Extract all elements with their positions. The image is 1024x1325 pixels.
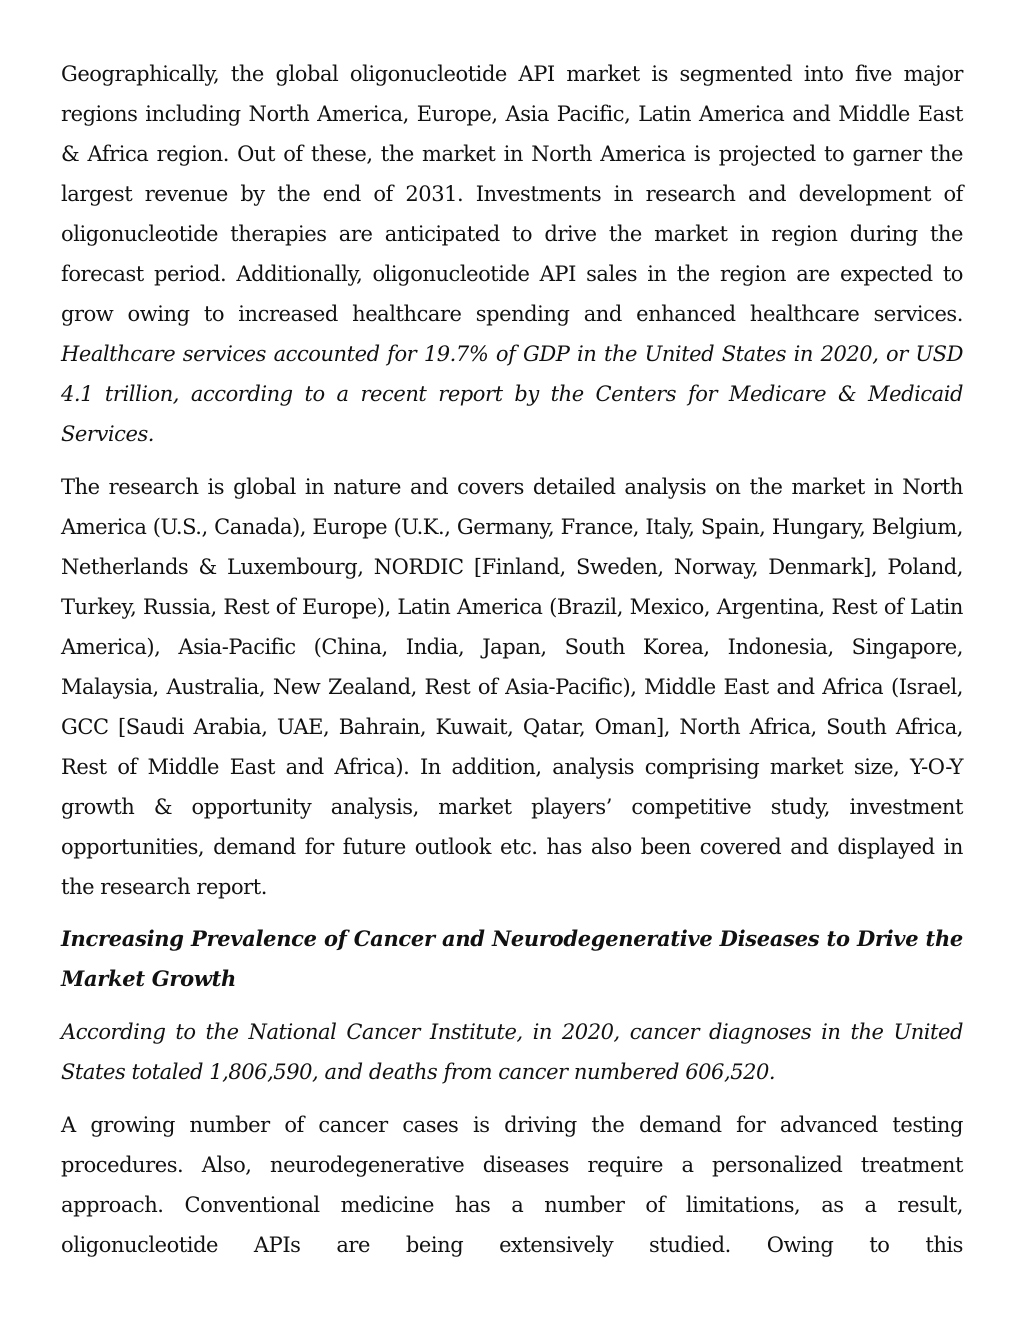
- cancer-statistics-quote: According to the National Cancer Institute, in 2020, cancer diagnoses in the United States totaled 1,806,590, and deaths from cancer numbered 606,520.: [61, 1020, 963, 1084]
- paragraph-regional-overview: [61, 54, 963, 454]
- healthcare-gdp-statement: Healthcare services accounted for 19.7% of GDP in the United States in 2020, or USD 4.1 trillion, according to a recent report by the Centers for Medicare & Medicaid Services.: [61, 342, 963, 446]
- paragraph-research-scope: The research is global in nature and covers detailed analysis on the market in North America (U.S., Canada), Europe (U.K., Germany, France, Italy, Spain, Hungary, Belgium, Netherlands & Luxembourg, NORDIC [Finland, Sweden, Norway, Denmark], Poland, Turkey, Russia, Rest of Europe), Latin America (Brazil, Mexico, Argentina, Rest of Latin America), Asia-Pacific (China, India, Japan, South Korea, Indonesia, Singapore, Malaysia, Australia, New Zealand, Rest of Asia-Pacific), Middle East and Africa (Israel, GCC [Saudi Arabia, UAE, Bahrain, Kuwait, Qatar, Oman], North Africa, South Africa, Rest of Middle East and Africa). In addition, analysis comprising market size, Y-O-Y growth & opportunity analysis, market players’ competitive study, investment opportunities, demand for future outlook etc. has also been covered and displayed in the research report.: [61, 475, 963, 899]
- document-page: [61, 54, 963, 1265]
- paragraph-cancer-demand: A growing number of cancer cases is driving the demand for advanced testing procedures. Also, neurodegenerative diseases require a personalized treatment approach. Conventional medicine has a number of limitations, as a result, oligonucleotide APIs are being extensively studied. Owing to this: [61, 1113, 963, 1257]
- paragraph-regional-overview-text: Geographically, the global oligonucleotide API market is segmented into five major regions including North America, Europe, Asia Pacific, Latin America and Middle East & Africa region. Out of these, the market in North America is projected to garner the largest revenue by the end of 2031. Investments in research and development of oligonucleotide therapies are anticipated to drive the market in region during the forecast period. Additionally, oligonucleotide API sales in the region are expected to grow owing to increased healthcare spending and enhanced healthcare services.: [61, 62, 963, 326]
- section-heading: Increasing Prevalence of Cancer and Neurodegenerative Diseases to Drive the Market Growth: [61, 926, 963, 991]
